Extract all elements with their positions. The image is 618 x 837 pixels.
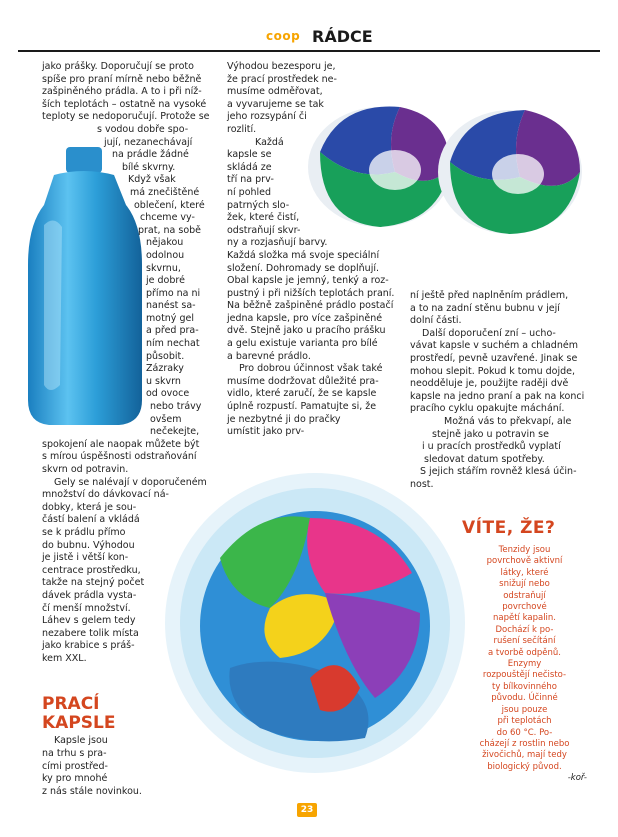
text-line: Když však xyxy=(128,174,176,186)
text-line: skládá ze xyxy=(227,161,272,173)
text-line: vidlo, které zaručí, že se kapsle xyxy=(227,388,377,400)
text-line: Enzymy xyxy=(507,659,542,670)
text-line: nost. xyxy=(410,478,434,490)
text-line: skvrnu, xyxy=(146,262,181,274)
coop-logo: coop xyxy=(266,29,301,43)
text-line: Na běžně zašpiněné prádlo postačí xyxy=(227,300,394,312)
text-line: kem XXL. xyxy=(42,652,87,664)
text-line: původu. Účinné xyxy=(491,693,558,704)
text-line: žek, které čistí, xyxy=(227,212,300,224)
text-line: jeho rozsypání či xyxy=(227,111,307,123)
text-line: zašpiněného prádla. A to i při níž- xyxy=(42,86,202,98)
text-line: ších teplotách – ostatně na vysoké xyxy=(42,98,207,110)
text-line: jako krabice s práš- xyxy=(42,640,135,652)
text-line: nebo trávy xyxy=(150,401,202,413)
text-line: složení. Dohromady se doplňují. xyxy=(227,262,380,274)
text-line: dobky, která je sou- xyxy=(42,501,137,513)
text-line: musíme dodržovat důležité pra- xyxy=(227,375,379,387)
text-line: kapsle na jedno praní a pak na konci xyxy=(410,390,585,402)
text-line: Kapsle jsou xyxy=(54,735,108,746)
text-line: povrchové xyxy=(502,602,547,613)
text-line: ní pohled xyxy=(227,186,272,198)
text-line: množství do dávkovací ná- xyxy=(42,489,169,501)
sidebar-author: -koř- xyxy=(567,773,587,784)
text-line: mohou slepit. Pokud k tomu dojde, xyxy=(410,365,576,377)
text-line: tří na prv- xyxy=(227,174,274,186)
text-line: působit. xyxy=(146,350,185,362)
text-line: a to na zadní stěnu bubnu v její xyxy=(410,302,560,314)
text-line: je jistě i větší kon- xyxy=(42,552,129,564)
text-line: spokojení ale naopak můžete být xyxy=(42,438,200,450)
text-line: jako prášky. Doporučují se proto xyxy=(42,61,194,72)
text-line: biologický původ. xyxy=(487,761,562,772)
header-rule xyxy=(18,50,600,52)
sidebar-title: VÍTE, ŽE? xyxy=(462,518,556,538)
text-line: Možná vás to překvapí, ale xyxy=(444,415,572,427)
text-line: Další doporučení zní – ucho- xyxy=(422,327,556,339)
text-line: u skvrn xyxy=(146,375,181,387)
text-line: se k prádlu přímo xyxy=(42,526,126,538)
text-line: ty bílkovinného xyxy=(492,681,557,692)
text-line: nanést sa- xyxy=(146,300,196,312)
text-line: dvě. Stejně jako u pracího prášku xyxy=(227,325,386,337)
text-line: rozpouštějí nečisto- xyxy=(482,670,567,681)
capsule-intro-text xyxy=(42,735,142,799)
text-line: bílé skvrny. xyxy=(122,161,176,173)
text-line: jedna kapsle, pro více zašpiněné xyxy=(227,312,383,324)
text-line: odolnou xyxy=(146,249,185,261)
text-line: čí menší množství. xyxy=(42,602,131,614)
text-line: prostředí, pevně uzavřené. Jinak se xyxy=(410,352,578,364)
text-line: patrných slo- xyxy=(227,199,290,211)
text-line: a barevné prádlo. xyxy=(227,350,311,362)
text-line: Každá xyxy=(255,136,284,148)
text-line: Pro dobrou účinnost však také xyxy=(239,363,383,375)
text-line: vávat kapsle v suchém a chladném xyxy=(410,340,578,352)
text-line: Zázraky xyxy=(146,363,184,375)
text-line: od ovoce xyxy=(146,388,190,400)
text-line: úplně rozpustí. Pamatujte si, že xyxy=(227,401,377,413)
text-line: ovšem xyxy=(150,413,182,425)
text-line: skvrn od potravin. xyxy=(42,464,129,475)
text-line: takže na stejný počet xyxy=(42,577,145,589)
text-line: jsou pouze xyxy=(501,704,548,715)
text-line: rozlití. xyxy=(227,123,257,135)
section-title: RÁDCE xyxy=(312,27,373,46)
text-line: musíme odměřovat, xyxy=(227,86,323,98)
article-column-3 xyxy=(410,290,585,492)
article-column-1 xyxy=(42,61,212,666)
text-line: s mírou úspěšnosti odstraňování xyxy=(42,451,197,463)
text-line: cházejí z rostlin nebo xyxy=(479,738,570,749)
text-line: do 60 °C. Po- xyxy=(496,727,553,738)
text-line: S jejich stářím rovněž klesá účin- xyxy=(420,466,577,478)
text-line: živočichů, mají tedy xyxy=(482,750,567,761)
text-line: je dobré xyxy=(146,275,185,287)
text-line: s vodou dobře spo- xyxy=(97,123,189,135)
text-line: částí balení a vkládá xyxy=(42,514,140,526)
text-line: ním nechat xyxy=(146,338,200,350)
text-line: přímo na ni xyxy=(146,287,201,299)
text-line: a vyvarujeme se tak xyxy=(227,98,324,110)
text-line: má znečištěné xyxy=(130,186,200,198)
text-line: rušení sečítání xyxy=(493,636,556,647)
text-line: Obal kapsle je jemný, tenký a roz- xyxy=(227,275,389,287)
text-line: dávek prádla vysta- xyxy=(42,589,137,601)
text-line: kapsle se xyxy=(227,149,272,161)
text-line: Tenzidy jsou xyxy=(498,545,551,555)
text-line: napětí kapalin. xyxy=(492,613,556,624)
subheading-line-1: PRACÍ xyxy=(42,694,100,714)
text-line: při teplotách xyxy=(497,716,552,727)
text-line: a před pra- xyxy=(146,325,199,337)
text-line: centrace prostředku, xyxy=(42,564,141,576)
page-header xyxy=(18,26,600,52)
subheading-praci-kapsle xyxy=(42,695,115,733)
text-line: je nezbytné ji do pračky xyxy=(227,413,341,425)
text-line: na prádle žádné xyxy=(112,149,189,161)
text-line: látky, které xyxy=(500,567,549,578)
text-line: chceme vy- xyxy=(140,212,195,224)
article-column-2 xyxy=(227,61,395,439)
text-line: odstraňují xyxy=(503,590,546,601)
text-line: cími prostřed- xyxy=(42,760,108,772)
text-line: Gely se nalévají v doporučeném xyxy=(54,476,207,488)
text-line: že prací prostředek ne- xyxy=(227,73,337,85)
text-line: motný gel xyxy=(146,312,194,324)
text-line: nějakou xyxy=(146,237,184,249)
text-line: Láhev s gelem tedy xyxy=(42,615,136,627)
text-line: do bubnu. Výhodou xyxy=(42,539,135,551)
text-line: povrchově aktivní xyxy=(486,556,563,567)
text-line: Dochází k po- xyxy=(495,624,554,635)
text-line: pracího cyklu opakujte máchání. xyxy=(410,403,565,415)
text-line: jují, nezanechávají xyxy=(104,136,193,148)
text-line: i u pracích prostředků vyplatí xyxy=(422,441,561,453)
text-line: teploty se nedoporučují. Protože se xyxy=(42,111,210,123)
text-line: neodděluje je, použijte raději dvě xyxy=(410,378,569,390)
subheading-line-2: KAPSLE xyxy=(42,713,116,733)
text-line: odstraňují skvr- xyxy=(227,224,301,236)
text-line: nečekejte, xyxy=(150,426,200,438)
text-line: ny a rozjasňují barvy. xyxy=(227,237,328,249)
text-line: na trhu s pra- xyxy=(42,747,107,759)
text-line: umístit jako prv- xyxy=(227,426,305,438)
text-line: pustný i při nižších teplotách praní. xyxy=(227,287,395,299)
text-line: ky pro mnohé xyxy=(42,773,108,785)
text-line: snižují nebo xyxy=(499,579,550,590)
sidebar-text xyxy=(462,545,587,785)
text-line: spíše pro praní mírně nebo běžně xyxy=(42,73,202,85)
text-line: dolní části. xyxy=(410,315,462,327)
text-line: oblečení, které xyxy=(134,199,205,211)
text-line: nezabere tolik místa xyxy=(42,627,139,639)
text-line: prat, na sobě xyxy=(138,224,202,236)
text-line: sledovat datum spotřeby. xyxy=(424,453,545,465)
text-line: Výhodou bezesporu je, xyxy=(227,61,336,72)
text-line: z nás stále novinkou. xyxy=(42,786,142,798)
page-number: 23 xyxy=(297,803,317,817)
text-line: Každá složka má svoje speciální xyxy=(227,249,380,261)
text-line: stejně jako u potravin se xyxy=(432,428,549,440)
text-line: ní ještě před naplněním prádlem, xyxy=(410,290,569,301)
text-line: a tvorbě odpěnů. xyxy=(488,647,561,658)
text-line: a gelu existuje varianta pro bílé xyxy=(227,338,378,350)
